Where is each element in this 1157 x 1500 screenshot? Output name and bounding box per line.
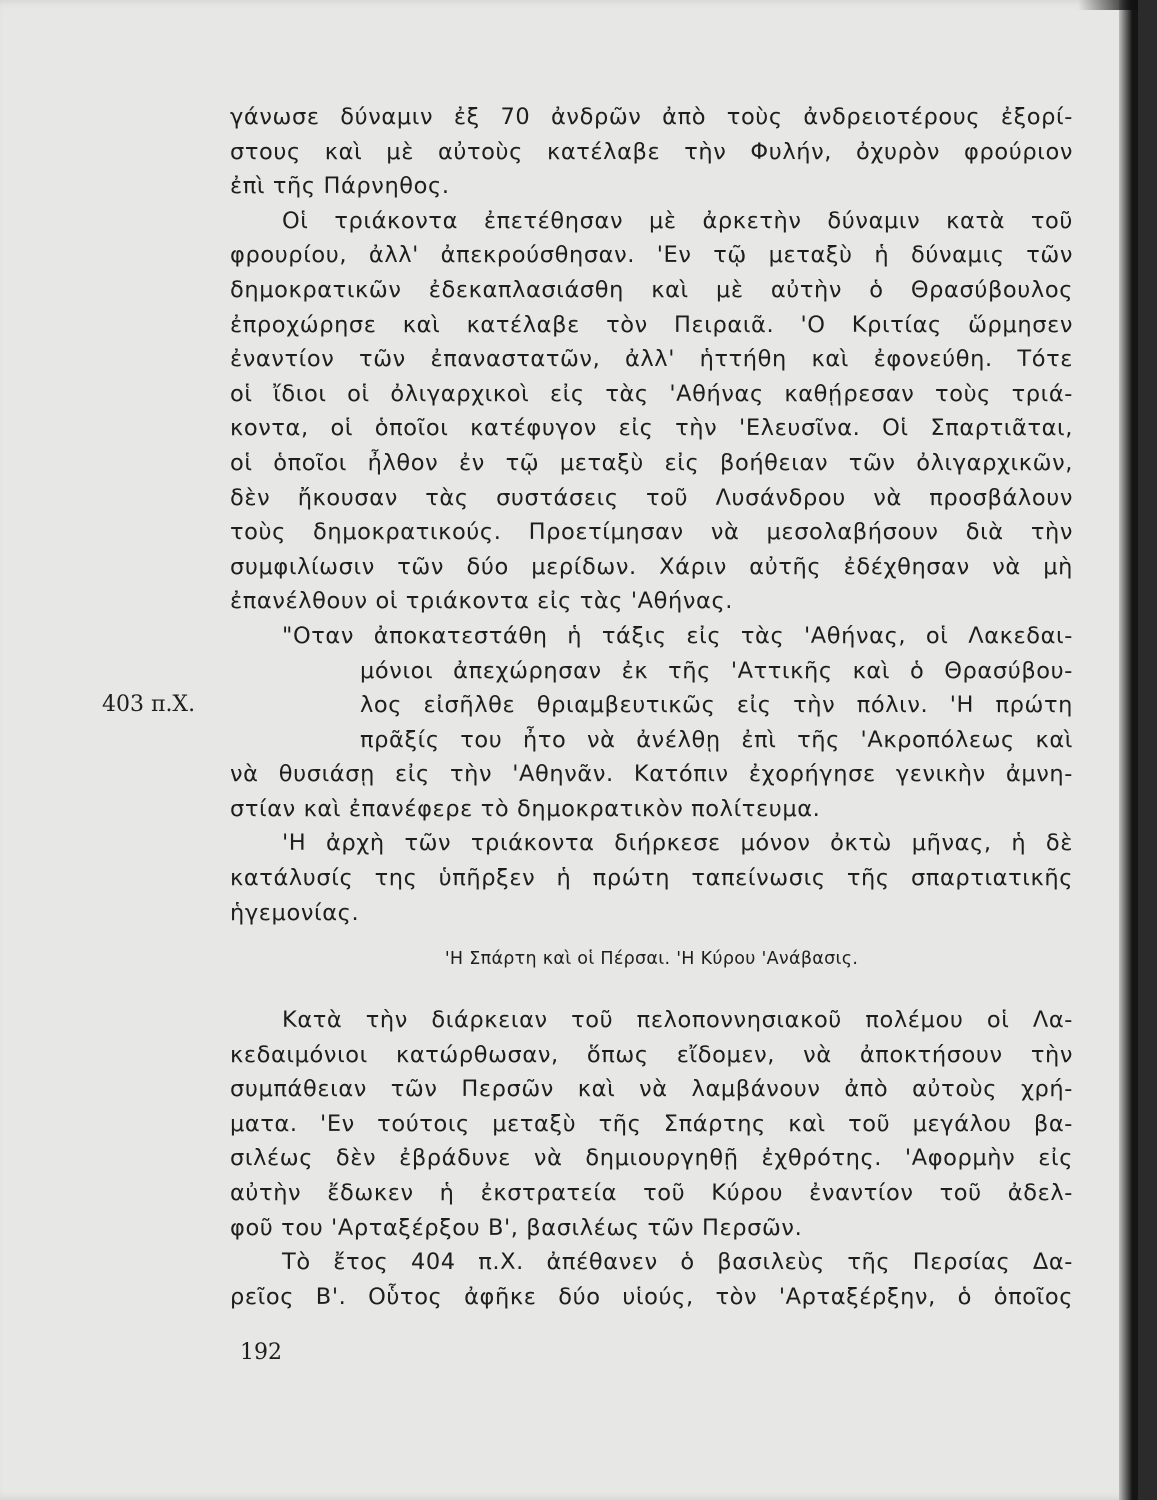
text-line: οἱ ἴδιοι οἱ ὀλιγαρχικοὶ εἰς τὰς 'Αθήνας καθῄρεσαν τοὺς τριά-: [230, 380, 1073, 407]
text-line: πρᾶξίς του ἦτο νὰ ἀνέλθῃ ἐπὶ τῆς 'Ακροπόλεως καὶ: [360, 726, 1073, 753]
text-line: γάνωσε δύναμιν ἐξ 70 ἀνδρῶν ἀπὸ τοὺς ἀνδρειοτέρους ἐξορί-: [230, 104, 1073, 130]
text-line: συμπάθειαν τῶν Περσῶν καὶ νὰ λαμβάνουν ἀπὸ αὐτοὺς χρή-: [230, 1076, 1073, 1103]
text-line: κεδαιμόνιοι κατώρθωσαν, ὅπως εἴδομεν, νὰ ἀποκτήσουν τὴν: [230, 1041, 1073, 1068]
margin-date-note: 403 π.Χ.: [102, 692, 196, 718]
text-line: σιλέως δὲν ἐβράδυνε νὰ δημιουργηθῇ ἐχθρότης. 'Αφορμὴν εἰς: [230, 1145, 1073, 1172]
text-line: στους καὶ μὲ αὐτοὺς κατέλαβε τὴν Φυλήν, ὀχυρὸν φρούριον: [230, 138, 1073, 165]
text-line: λος εἰσῆλθε θριαμβευτικῶς εἰς τὴν πόλιν. 'Η πρώτη: [360, 692, 1073, 719]
text-line: ἐπροχώρησε καὶ κατέλαβε τὸν Πειραιᾶ. 'Ο Κριτίας ὥρμησεν: [230, 311, 1073, 338]
text-line: συμφιλίωσιν τῶν δύο μερίδων. Χάριν αὐτῆς ἐδέχθησαν νὰ μὴ: [230, 553, 1073, 580]
margin-note-row: [102, 688, 1073, 723]
text-line: Οἱ τριάκοντα ἐπετέθησαν μὲ ἀρκετὴν δύναμιν κατὰ τοῦ: [282, 207, 1073, 234]
text-line: μόνιοι ἀπεχώρησαν ἐκ τῆς 'Αττικῆς καὶ ὁ Θρασύβου-: [360, 657, 1073, 684]
page-edge-shadow: [1119, 0, 1138, 1500]
section-text-block: [230, 1003, 1073, 1314]
page-number: 192: [240, 1340, 282, 1365]
main-text-block: [102, 100, 1073, 930]
text-line: ρεῖος Β'. Οὗτος ἀφῆκε δύο υἱούς, τὸν 'Αρταξέρξην, ὁ ὁποῖος: [230, 1283, 1073, 1310]
text-line: φρουρίου, ἀλλ' ἀπεκρούσθησαν. 'Εν τῷ μεταξὺ ἡ δύναμις τῶν: [230, 242, 1073, 269]
text-line: φοῦ του 'Αρταξέρξου Β', βασιλέως τῶν Περσῶν.: [230, 1214, 803, 1241]
text-line: νὰ θυσιάσῃ εἰς τὴν 'Αθηνᾶν. Κατόπιν ἐχορήγησε γενικὴν ἀμνη-: [230, 761, 1073, 788]
text-line: ματα. 'Εν τούτοις μεταξὺ τῆς Σπάρτης καὶ τοῦ μεγάλου βα-: [230, 1110, 1073, 1137]
text-line: δὲν ἤκουσαν τὰς συστάσεις τοῦ Λυσάνδρου νὰ προσβάλουν: [230, 484, 1073, 511]
text-line: ἐπὶ τῆς Πάρνηθος.: [230, 173, 450, 200]
scan-border: [1078, 0, 1138, 10]
text-line: δημοκρατικῶν ἐδεκαπλασιάσθη καὶ μὲ αὐτὴν ὁ Θρασύβουλος: [230, 276, 1073, 303]
text-line: αὐτὴν ἔδωκεν ἡ ἐκστρατεία τοῦ Κύρου ἐναντίον τοῦ ἀδελ-: [230, 1179, 1073, 1206]
text-line: τοὺς δημοκρατικούς. Προετίμησαν νὰ μεσολαβήσουν διὰ τὴν: [230, 519, 1073, 546]
text-line: ἐπανέλθουν οἱ τριάκοντα εἰς τὰς 'Αθήνας.: [230, 588, 734, 615]
text-line: 'Η ἀρχὴ τῶν τριάκοντα διήρκεσε μόνον ὀκτὼ μῆνας, ἡ δὲ: [282, 830, 1073, 857]
text-line: κοντα, οἱ ὁποῖοι κατέφυγον εἰς τὴν 'Ελευσῖνα. Οἱ Σπαρτιᾶται,: [230, 415, 1073, 442]
section-heading: 'Η Σπάρτη καὶ οἱ Πέρσαι. 'Η Κύρου 'Ανάβασις.: [444, 949, 859, 969]
text-line: ἡγεμονίας.: [230, 899, 360, 926]
text-line: "Οταν ἀποκατεστάθη ἡ τάξις εἰς τὰς 'Αθήνας, οἱ Λακεδαι-: [282, 622, 1073, 649]
text-line: κατάλυσίς της ὑπῆρξεν ἡ πρώτη ταπείνωσις τῆς σπαρτιατικῆς: [230, 865, 1073, 892]
text-line: Κατὰ τὴν διάρκειαν τοῦ πελοποννησιακοῦ πολέμου οἱ Λα-: [282, 1007, 1073, 1033]
text-line: ἐναντίον τῶν ἐπαναστατῶν, ἀλλ' ἡττήθη καὶ ἐφονεύθη. Τότε: [230, 346, 1073, 373]
text-line: στίαν καὶ ἐπανέφερε τὸ δημοκρατικὸν πολίτευμα.: [230, 795, 821, 822]
text-line: οἱ ὁποῖοι ἦλθον ἐν τῷ μεταξὺ εἰς βοήθειαν τῶν ὀλιγαρχικῶν,: [230, 449, 1073, 476]
text-line: Τὸ ἔτος 404 π.Χ. ἀπέθανεν ὁ βασιλεὺς τῆς Περσίας Δα-: [282, 1249, 1073, 1276]
